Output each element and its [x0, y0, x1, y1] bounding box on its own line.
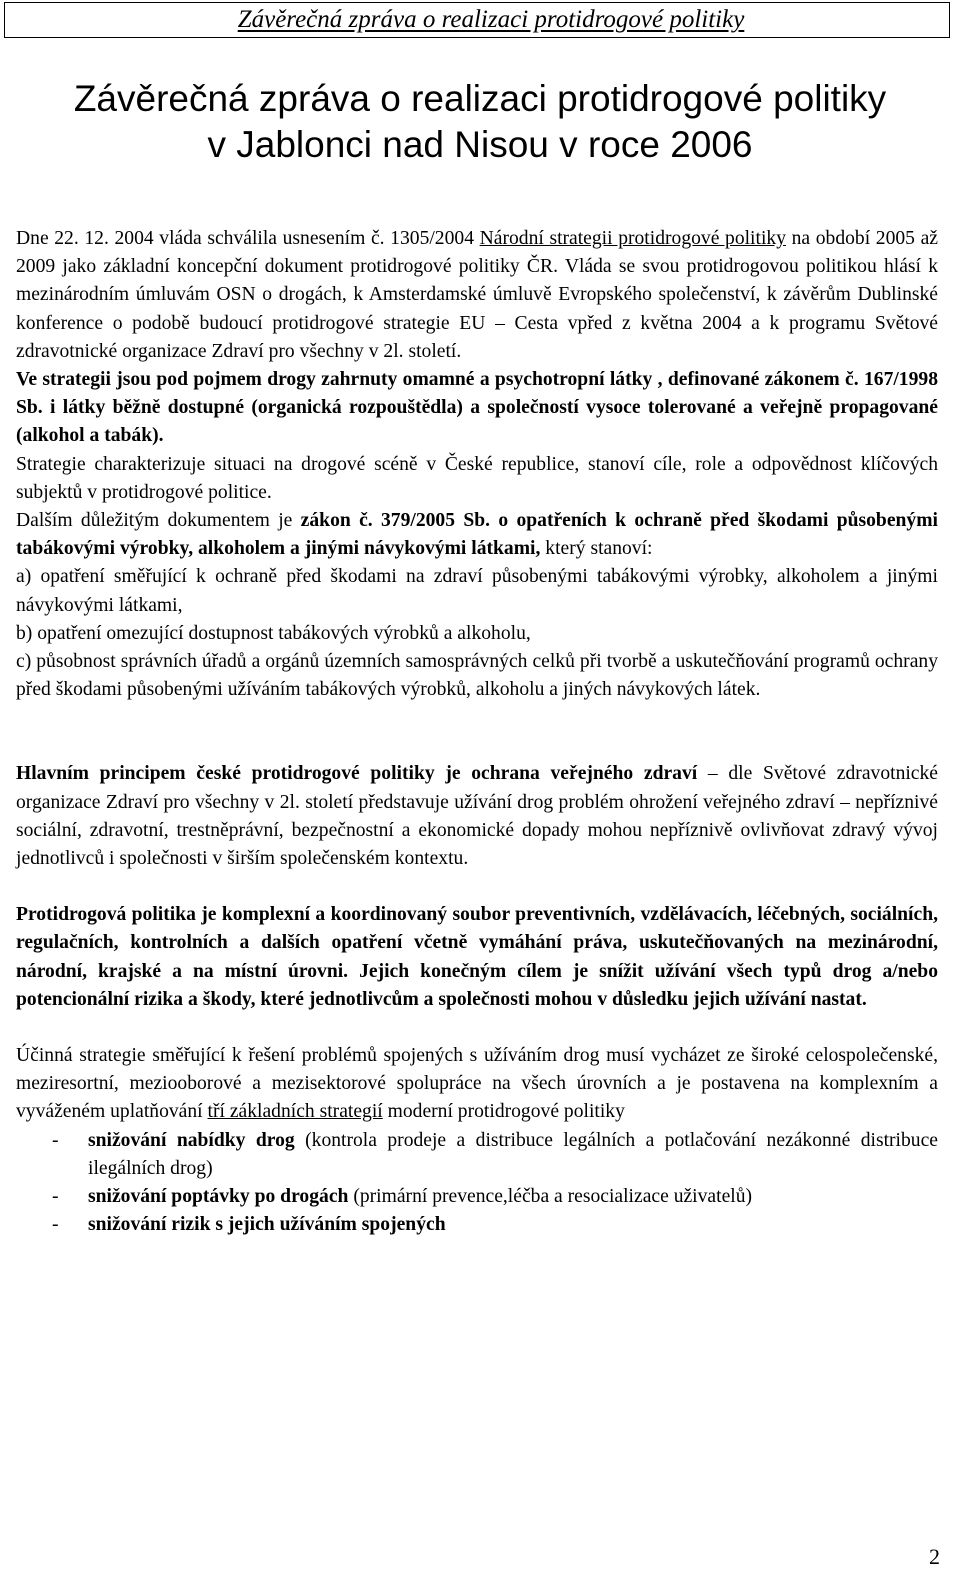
drugs-definition-text: Ve strategii jsou pod pojmem drogy zahrnuty omamné a psychotropní látky , definované zákonem č. 167/1998 Sb. i látky běžně dostupné (organická rozpouštědla) a společností vysoce tolerované a veřejně propagované (alkohol a tabák). [16, 369, 938, 447]
law-text-c: který stanoví: [540, 538, 653, 560]
dash-bullet: - [52, 1186, 59, 1208]
drugs-definition-paragraph [16, 366, 938, 451]
principle-paragraph [16, 760, 938, 873]
policy-definition-paragraph [16, 901, 938, 1014]
intro-paragraph [16, 225, 938, 366]
law-item-a: a) opatření směřující k ochraně před škodami na zdraví působenými tabákovými výrobky, alkoholem a jinými návykovými látkami, [16, 566, 938, 616]
law-text-a: Dalším důležitým dokumentem je [16, 510, 301, 532]
principle-text: – dle Světové zdravotnické organizace Zdraví pro všechny v 2l. století představuje užívání drog problém ohrožení veřejného zdraví – nepříznivé sociální, zdravotní, trestněprávní, bezpečnostní a ekonomické dopady mohou nepříznivě ovlivňovat zdravý vývoj jednotlivců i společnosti v širším společenském kontextu. [16, 763, 938, 870]
document-title [0, 76, 960, 168]
effective-text-b: moderní protidrogové politiky [382, 1101, 625, 1123]
dash-bullet: - [52, 1129, 59, 1151]
law-item-b: b) opatření omezující dostupnost tabákových výrobků a alkoholu, [16, 622, 531, 644]
document-title-line-1: Závěrečná zpráva o realizaci protidrogové politiky [73, 78, 887, 119]
page-number: 2 [929, 1544, 940, 1569]
list-item [16, 1127, 938, 1183]
effective-strategy-paragraph [16, 1042, 938, 1127]
dash-bullet: - [52, 1214, 59, 1236]
document-title-line-2: v Jablonci nad Nisou v roce 2006 [207, 124, 753, 165]
policy-definition-text: Protidrogová politika je komplexní a koordinovaný soubor preventivních, vzdělávacích, léčebných, sociálních, regulačních, kontrolních a dalších opatření včetně vymáhání práva, uskutečňovaných na mezinárodní, národní, krajské a na místní úrovni. Jejich konečným cílem je snížit užívání všech typů drog a/nebo potencionální rizika a škody, které jednotlivcům a společnosti mohou v důsledku jejich užívání nastat. [16, 904, 938, 1010]
intro-text-b: na období 2005 až 2009 jako základní koncepční dokument protidrogové politiky ČR. Vláda se svou protidrogovou politikou hlásí k mezinárodním úmluvám OSN o drogách, k Amsterdamské úmluvě Evropského společenství, k závěrům Dublinské konference o podobě budoucí protidrogové strategie EU – Cesta vpřed z května 2004 a k programu Světové zdravotnické organizace Zdraví pro všechny v 2l. století. [16, 228, 938, 362]
list-item [16, 1211, 938, 1239]
strategy-description: (primární prevence,léčba a resocializace uživatelů) [348, 1186, 753, 1208]
effective-text-a: Účinná strategie směřující k řešení problémů spojených s užíváním drog musí vycházet ze široké celospolečenské, meziresortní, meziooborové a mezisektorové spolupráce na všech úrovních a je postavena na komplexním a vyváženém uplatňování [16, 1045, 938, 1123]
three-strategies-link[interactable]: tří základních strategií [207, 1101, 383, 1123]
law-text-bold: zákon č. 379/2005 Sb. o opatřeních k ochraně před škodami působenými tabákovými výrobky, alkoholem a jinými návykovými látkami, [16, 510, 938, 560]
strategy-list [16, 1127, 938, 1240]
strategy-name: snižování poptávky po drogách [88, 1186, 349, 1208]
strategy-paragraph: Strategie charakterizuje situaci na drogové scéně v České republice, stanoví cíle, role a odpovědnost klíčových subjektů v protidrogové politice. [16, 453, 938, 503]
law-paragraph [16, 507, 938, 563]
list-item [16, 1183, 938, 1211]
strategy-name: snižování rizik s jejich užíváním spojených [88, 1214, 446, 1236]
strategy-name: snižování nabídky drog [88, 1129, 295, 1151]
law-item-c: c) působnost správních úřadů a orgánů územních samosprávných celků při tvorbě a uskutečňování programů ochrany před škodami působenými užíváním tabákových výrobků, alkoholu a jiných návykových látek. [16, 651, 938, 701]
strategy-description: (kontrola prodeje a distribuce legálních a potlačování nezákonné distribuce ilegálních drog) [88, 1129, 938, 1179]
intro-text-a: Dne 22. 12. 2004 vláda schválila usnesením č. 1305/2004 [16, 228, 480, 249]
document-body [16, 225, 938, 1240]
running-header [4, 2, 950, 38]
running-header-title: Závěrečná zpráva o realizaci protidrogové politiky [237, 6, 745, 33]
national-strategy-link[interactable]: Národní strategii protidrogové politiky [479, 228, 786, 249]
principle-text-bold: Hlavním principem české protidrogové politiky je ochrana veřejného zdraví [16, 763, 698, 785]
